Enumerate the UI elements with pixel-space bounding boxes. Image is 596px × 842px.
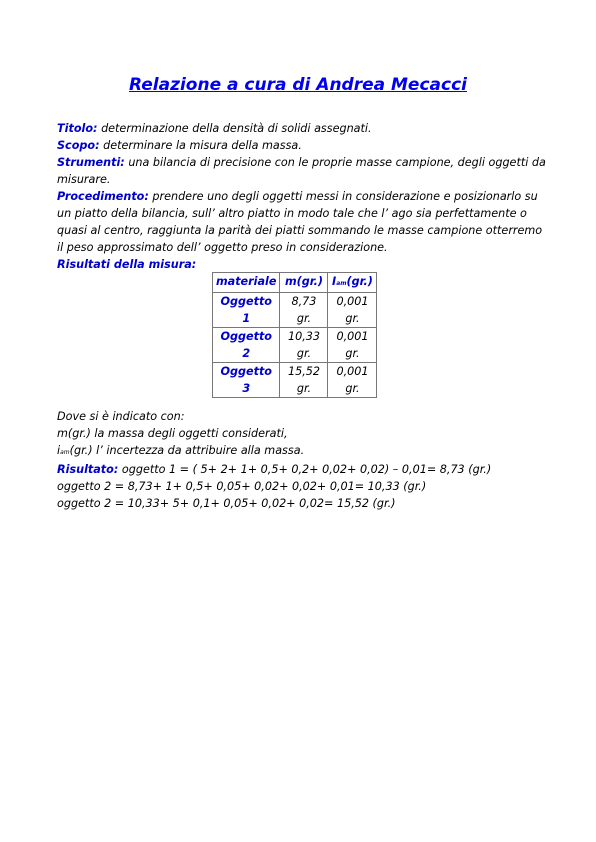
procedimento-paragraph [57,188,547,256]
object-name: Oggetto [220,330,272,343]
scopo-text: determinare la misura della massa. [103,139,302,152]
titolo-paragraph [57,120,547,137]
risultato-label: Risultato: [57,463,119,476]
mass-unit: gr. [296,347,312,360]
titolo-text: determinazione della densità di solidi assegnati. [101,122,372,135]
table-header-row [213,273,377,293]
table-row [213,363,377,398]
row-mass-cell [280,328,328,363]
legend-uncertainty-pre: i [57,444,61,457]
table-row [213,293,377,328]
mass-unit: gr. [296,382,312,395]
row-uncertainty-cell [328,363,377,398]
page-title: Relazione a cura di Andrea Mecacci [129,75,467,95]
legend-intro: Dove si è indicato con: [57,410,185,423]
risultato-line-2: oggetto 2 = 8,73+ 1+ 0,5+ 0,05+ 0,02+ 0,02+ 0,01= 10,33 (gr.) [57,480,427,493]
mass-unit: gr. [296,312,312,325]
table-row [213,328,377,363]
uncertainty-value: 0,001 [336,365,369,378]
risultato-line-1 [57,461,557,478]
legend-mass: m(gr.) la massa degli oggetti considerati, [57,427,288,440]
uncertainty-unit: gr. [345,347,360,360]
risultato-line-3: oggetto 2 = 10,33+ 5+ 0,1+ 0,05+ 0,02+ 0,02= 15,52 (gr.) [57,497,396,510]
titolo-label: Titolo: [57,122,98,135]
row-mass-cell [280,293,328,328]
mass-value: 15,52 [287,365,320,378]
risultati-heading: Risultati della misura: [57,258,197,271]
legend-uncertainty-post: (gr.) l’ incertezza da attribuire alla massa. [69,444,305,457]
uncertainty-value: 0,001 [336,330,369,343]
legend-section [57,408,557,512]
header-incertezza-pre: I [332,275,337,288]
strumenti-label: Strumenti: [57,156,125,169]
uncertainty-unit: gr. [345,382,360,395]
row-object-cell [213,328,280,363]
header-incertezza-sub: am [336,280,347,287]
scopo-label: Scopo: [57,139,100,152]
header-incertezza [328,273,377,293]
strumenti-paragraph [57,154,547,188]
row-mass-cell [280,363,328,398]
risultato-text-1: oggetto 1 = ( 5+ 2+ 1+ 0,5+ 0,2+ 0,02+ 0,02) – 0,01= 8,73 (gr.) [121,463,492,476]
scopo-paragraph [57,137,547,154]
procedimento-text: prendere uno degli oggetti messi in considerazione e posizionarlo su un piatto della bilancia, sull’ altro piatto in modo tale che l’ ago sia perfettamente o quasi al centro, raggiunta la parità dei piatti sommando le masse campione otterremo il peso approssimato dell’ oggetto preso in considerazione. [57,190,543,254]
object-number: 1 [242,312,251,325]
strumenti-text: una bilancia di precisione con le proprie masse campione, degli oggetti da misurare. [57,156,546,186]
object-number: 2 [242,347,251,360]
header-massa: m(gr.) [280,273,328,293]
row-uncertainty-cell [328,328,377,363]
intro-section [57,120,547,273]
results-table [212,272,377,398]
header-incertezza-post: (gr.) [346,275,373,288]
legend-uncertainty-sub: am [60,449,70,456]
header-materiale: materiale [213,273,280,293]
row-uncertainty-cell [328,293,377,328]
object-number: 3 [242,382,251,395]
object-name: Oggetto [220,295,272,308]
uncertainty-value: 0,001 [336,295,369,308]
mass-value: 8,73 [291,295,317,308]
legend-uncertainty [57,442,557,461]
procedimento-label: Procedimento: [57,190,149,203]
row-object-cell [213,293,280,328]
uncertainty-unit: gr. [345,312,360,325]
row-object-cell [213,363,280,398]
mass-value: 10,33 [287,330,320,343]
object-name: Oggetto [220,365,272,378]
